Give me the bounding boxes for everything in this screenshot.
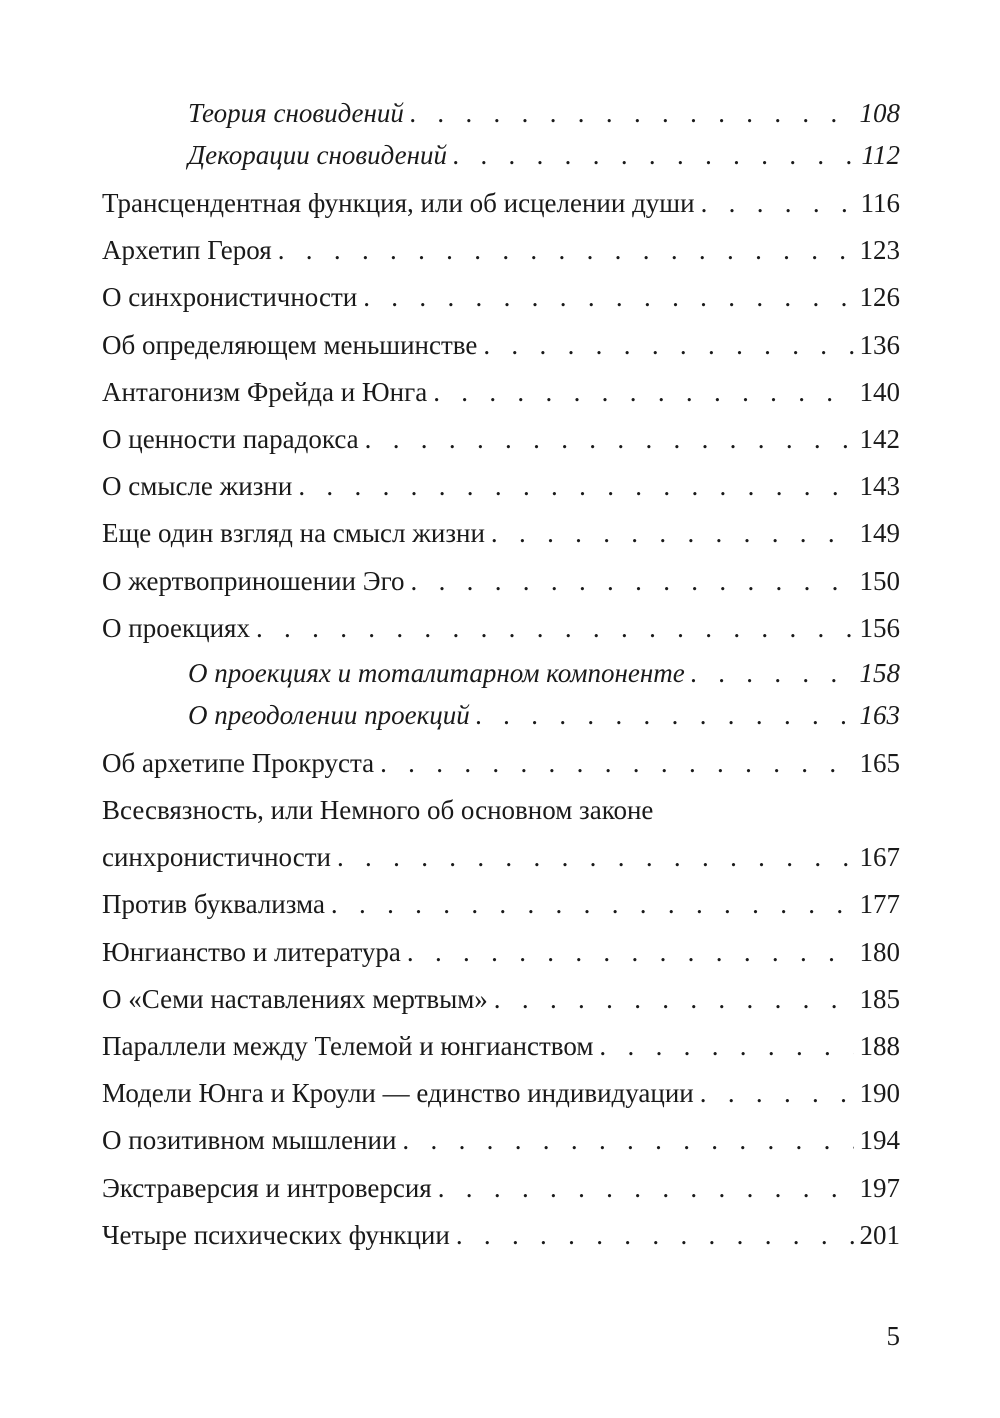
dot-leader — [278, 227, 854, 274]
toc-entry[interactable] — [102, 180, 900, 227]
toc-entry[interactable] — [102, 652, 900, 694]
toc-entry[interactable] — [102, 834, 900, 881]
toc-entry-page: 163 — [859, 699, 900, 730]
toc-entry[interactable] — [102, 1165, 900, 1212]
dot-leader — [691, 652, 854, 694]
toc-entry-title: О жертвоприношении Эго — [102, 565, 405, 596]
dot-leader — [456, 1212, 854, 1259]
table-of-contents — [102, 92, 900, 1259]
toc-entry[interactable] — [102, 463, 900, 510]
toc-entry[interactable] — [102, 976, 900, 1023]
toc-entry-title: Против буквализма — [102, 889, 325, 920]
toc-entry-page: 165 — [859, 747, 900, 778]
toc-entry-title: Еще один взгляд на смысл жизни — [102, 518, 485, 549]
toc-entry-title: Об архетипе Прокруста — [102, 747, 375, 778]
dot-leader — [363, 274, 853, 321]
dot-leader — [298, 463, 853, 510]
toc-entry[interactable] — [102, 694, 900, 736]
toc-entry[interactable] — [102, 322, 900, 369]
toc-entry-title: Декорации сновидений — [188, 140, 447, 170]
toc-entry[interactable] — [102, 1023, 900, 1070]
toc-entry[interactable] — [102, 1117, 900, 1164]
toc-entry[interactable] — [102, 881, 900, 928]
dot-leader — [476, 694, 854, 736]
toc-entry-page: 126 — [859, 282, 900, 313]
toc-entry[interactable] — [102, 227, 900, 274]
toc-entry-page: 158 — [859, 657, 900, 688]
toc-entry-page: 177 — [859, 889, 900, 920]
dot-leader — [491, 510, 854, 557]
toc-entry-page: 116 — [860, 188, 900, 218]
toc-entry[interactable] — [102, 510, 900, 557]
toc-entry-title: О преодолении проекций — [188, 699, 470, 730]
toc-entry-page: 190 — [859, 1078, 900, 1109]
toc-entry-page: 201 — [859, 1219, 900, 1250]
dot-leader — [365, 416, 854, 463]
toc-entry[interactable] — [102, 929, 900, 976]
toc-entry-title: О проекциях и тоталитарном компоненте — [188, 657, 685, 688]
dot-leader — [256, 605, 854, 652]
toc-entry-title: Трансцендентная функция, или об исцелении души — [102, 188, 695, 218]
dot-leader — [402, 1117, 853, 1164]
toc-entry[interactable] — [102, 92, 900, 134]
toc-entry-page: 185 — [859, 983, 900, 1014]
toc-entry-page: 167 — [859, 842, 900, 873]
toc-entry[interactable] — [102, 416, 900, 463]
toc-entry-title: О «Семи наставлениях мертвым» — [102, 983, 488, 1014]
toc-entry-title: О ценности парадокса — [102, 423, 359, 454]
toc-entry[interactable] — [102, 740, 900, 787]
toc-entry-page: 188 — [859, 1031, 900, 1061]
dot-leader — [407, 929, 854, 976]
toc-entry-title: Антагонизм Фрейда и Юнга — [102, 376, 428, 407]
dot-leader — [483, 322, 853, 369]
toc-entry-title: Экстраверсия и интроверсия — [102, 1172, 432, 1203]
page-number: 5 — [886, 1321, 900, 1351]
toc-entry[interactable] — [102, 1212, 900, 1259]
dot-leader — [599, 1023, 853, 1070]
toc-entry-title: Теория сновидений — [188, 98, 404, 128]
toc-entry-title: Четыре психических функции — [102, 1219, 450, 1250]
toc-entry-page: 150 — [859, 565, 900, 596]
toc-entry-page: 197 — [859, 1172, 900, 1203]
dot-leader — [453, 134, 856, 176]
toc-entry[interactable] — [102, 134, 900, 176]
toc-entry[interactable] — [102, 369, 900, 416]
toc-entry[interactable] — [102, 274, 900, 321]
toc-entry-title: О смысле жизни — [102, 471, 293, 502]
toc-entry-title-line2: синхронистичности — [102, 842, 331, 873]
dot-leader — [410, 558, 853, 605]
toc-entry-page: 112 — [861, 140, 900, 170]
toc-entry-title: Юнгианство и литература — [102, 936, 401, 967]
dot-leader — [700, 1070, 854, 1117]
toc-entry-title: Об определяющем меньшинстве — [102, 329, 478, 360]
toc-entry-page: 143 — [859, 471, 900, 502]
dot-leader — [494, 976, 854, 1023]
dot-leader — [433, 369, 853, 416]
dot-leader — [380, 740, 853, 787]
toc-entry[interactable] — [102, 1070, 900, 1117]
toc-entry-page: 156 — [859, 612, 900, 643]
dot-leader — [438, 1165, 854, 1212]
toc-entry-title: О синхронистичности — [102, 282, 358, 313]
toc-entry-page: 180 — [859, 936, 900, 967]
toc-entry-page: 123 — [859, 235, 900, 266]
dot-leader — [337, 834, 854, 881]
toc-entry-page: 136 — [859, 329, 900, 360]
toc-entry[interactable] — [102, 605, 900, 652]
dot-leader — [701, 180, 855, 227]
dot-leader — [331, 881, 854, 928]
toc-entry-page: 194 — [859, 1125, 900, 1156]
dot-leader — [410, 92, 854, 134]
toc-entry-title-line1[interactable]: Всесвязность, или Немного об основном законе — [102, 795, 654, 826]
toc-entry-title: Параллели между Телемой и юнгианством — [102, 1031, 594, 1061]
toc-entry-page: 108 — [859, 98, 900, 128]
toc-entry-title: Модели Юнга и Кроули — единство индивидуации — [102, 1078, 694, 1109]
toc-entry-page: 140 — [859, 376, 900, 407]
toc-entry-page: 149 — [859, 518, 900, 549]
toc-entry[interactable] — [102, 558, 900, 605]
toc-entry-title: О позитивном мышлении — [102, 1125, 397, 1156]
toc-entry-page: 142 — [859, 423, 900, 454]
toc-entry-title: О проекциях — [102, 612, 250, 643]
toc-entry-title: Архетип Героя — [102, 235, 272, 266]
